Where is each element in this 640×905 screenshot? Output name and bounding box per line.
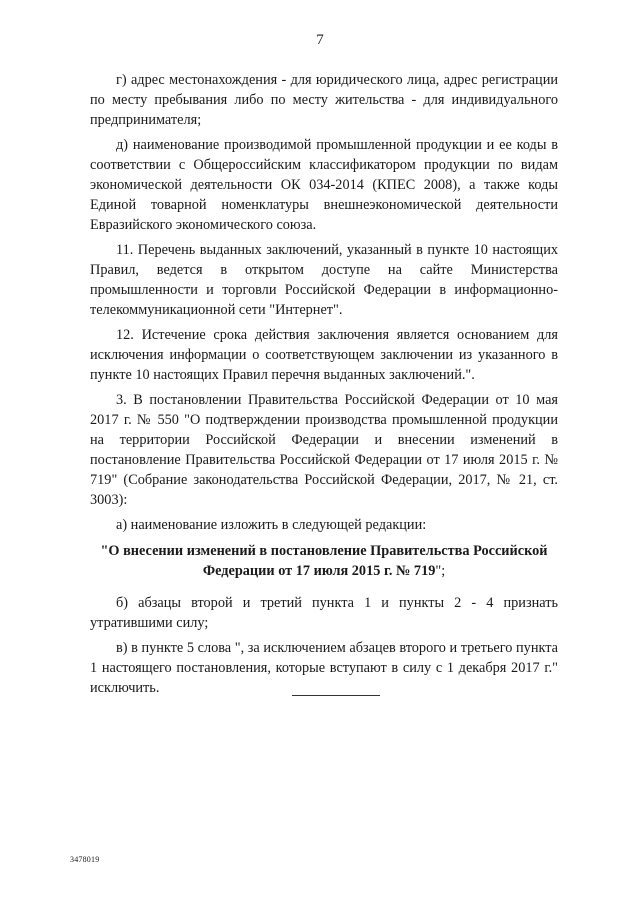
paragraph-3-resolution-550: 3. В постановлении Правительства Российской Федерации от 10 мая 2017 г. № 550 "О подтверждении производства промышленной продукции на территории Российской Федерации и внесении изменений в постановление Правительства Российской Федерации от 17 июля 2015 г. № 719" (Собрание законодательства Российской Федерации, 2017, № 21, ст. 3003): <box>90 392 558 508</box>
resolution-title <box>90 541 558 581</box>
paragraph-d-product-codes: д) наименование производимой промышленной продукции и ее коды в соответствии с Общероссийским классификатором продукции по видам экономической деятельности ОК 034-2014 (КПЕС 2008), а также коды Единой товарной номенклатуры внешнеэкономической деятельности Евразийского экономического союза. <box>90 137 558 233</box>
resolution-title-tail: "; <box>435 563 446 579</box>
paragraph-b-repeal: б) абзацы второй и третий пункта 1 и пункты 2 - 4 признать утратившими силу; <box>90 595 558 631</box>
page-number: 7 <box>316 32 324 48</box>
paragraph-a-title-change: а) наименование изложить в следующей редакции: <box>116 517 427 533</box>
document-code: 3478019 <box>70 855 100 864</box>
paragraph-12-expiry: 12. Истечение срока действия заключения является основанием для исключения информации о соответствующем заключении из указанного в пункте 10 настоящих Правил перечня выданных заключений.". <box>90 327 558 383</box>
end-divider <box>292 695 380 696</box>
document-body <box>90 70 558 703</box>
paragraph-g-address: г) адрес местонахождения - для юридического лица, адрес регистрации по месту пребывания либо по месту жительства - для индивидуального предпринимателя; <box>90 72 558 128</box>
paragraph-11-list-of-conclusions: 11. Перечень выданных заключений, указанный в пункте 10 настоящих Правил, ведется в открытом доступе на сайте Министерства промышленности и торговли Российской Федерации в информационно-телекоммуникационной сети "Интернет". <box>90 242 558 318</box>
paragraph-v-exclude-words: в) в пункте 5 слова ", за исключением абзацев второго и третьего пункта 1 настоящего постановления, которые вступают в силу с 1 декабря 2017 г." исключить. <box>90 640 558 696</box>
resolution-title-text: "О внесении изменений в постановление Правительства Российской Федерации от 17 июля 2015 г. № 719 <box>100 543 548 579</box>
